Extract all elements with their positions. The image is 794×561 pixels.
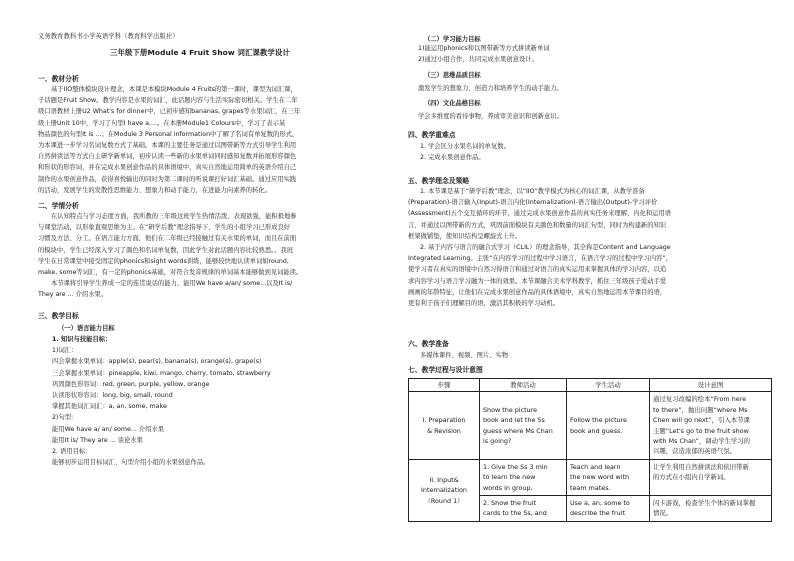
paragraph-line: 本节课将引导学生养成一定的连贯说话的能力，能用We have a/an/ some...以及It is/ bbox=[51, 280, 293, 288]
cell-line: Show the picture bbox=[483, 405, 538, 414]
thinking-quality-text: 激发学生的想象力、创造力和培养学生的动手能力。 bbox=[418, 85, 563, 92]
paragraph-line: 制作的水果创意作品，获得喜悦输出的同时为第二课时的听说课打好词汇基础。通过应用实践 bbox=[38, 175, 297, 183]
subheading-language-ability: （一）语言能力目标 bbox=[58, 325, 115, 332]
step-line: （Round 1） bbox=[424, 496, 464, 505]
cell-line: book and let the Ss bbox=[483, 416, 545, 425]
philosophy-line: 框架做铺垫，使知识结构呈螺旋式上升。 bbox=[408, 232, 522, 240]
cell-line: is going? bbox=[483, 437, 512, 446]
table-row bbox=[409, 459, 772, 495]
teacher-cell bbox=[480, 459, 567, 495]
philosophy-line: (Assessment)五个交互循环的环节，通过完成水果创意作品的真实任务来理解、内化和运用语 bbox=[408, 210, 672, 218]
cell-line: cards to the Ss, and bbox=[483, 509, 547, 518]
intent-cell bbox=[650, 392, 772, 459]
paragraph-line: 习惯及方法、分工。在语言能力方面，他们在二年级已经接触过有关水果的单词，而且在前面 bbox=[38, 235, 297, 243]
cell-line: with Ms Chan”，调动学生学习的 bbox=[653, 437, 751, 446]
paragraph-line: 为本课进一步学习名词复数方式了基础。本课的主要任务是通过以图带新等方式引导学生利用 bbox=[38, 142, 297, 150]
section-heading-philosophy: 五、教学理念及策略 bbox=[408, 177, 470, 185]
cultural-character-text: 学会多维度的看待事物，养成审美意识和创新意识。 bbox=[418, 113, 563, 120]
page-title: 三年级下册Module 4 Fruit Show 词汇课教学设计 bbox=[110, 48, 290, 57]
cell-line: 让学生利用自然拼读法和依旧带新 bbox=[653, 462, 749, 471]
pattern-line: 能用It is/ They are ... 谈论水果 bbox=[52, 436, 143, 444]
step-line: II. Input& bbox=[429, 475, 459, 484]
section-heading-objectives: 三、教学目标 bbox=[38, 312, 79, 320]
philosophy-line: (Preparation)-语言输入(Input)-语言内化(Internalization)-语言输出(Output)-学习评价 bbox=[408, 199, 658, 207]
paragraph-line: 和形状的形容词，并在完成水果创意作品的具体语境中，真实自然地运用简单的英语介绍自己 bbox=[38, 164, 297, 172]
cell-line: to there”，抛出问题“where Ms bbox=[653, 405, 748, 414]
cell-line: 的方式在小组内自学新词。 bbox=[653, 473, 730, 482]
step-line: I. Preparation bbox=[422, 416, 466, 425]
philosophy-line: 言，并通过以图带新的方式，巩固前面模块有关颜色和数量的词汇句型，同时为构建新的知识 bbox=[408, 221, 667, 229]
cell-line: the new word with bbox=[570, 473, 630, 482]
table-row bbox=[409, 392, 772, 459]
cell-line: 通过复习改编的绘本“From here bbox=[653, 395, 747, 404]
paragraph-line: 基于IIO整体模块设计理念，本课是本模块Module 4 Fruits的第一课时，课型为词汇课， bbox=[51, 86, 297, 93]
objective-pattern-label: 2)句型: bbox=[52, 414, 74, 422]
cell-line: 闪卡游戏，检查学生个体的新词掌握 bbox=[653, 499, 756, 508]
table-header-cell: 教师活动 bbox=[480, 379, 567, 392]
table-header-cell: 步骤 bbox=[409, 379, 480, 392]
paragraph-line: 物品颜色的句型It is ...；在Module 3 Personal information中了解了名词有单复数的形式， bbox=[38, 130, 299, 138]
step-line: & Revision bbox=[427, 426, 461, 435]
key-point-item: 2. 完成水果创意作品。 bbox=[420, 154, 485, 162]
philosophy-line: 画画的年龄特征，让他们在完成水果创意作品的具体语境中，真实自然地运用本节课目的语， bbox=[408, 288, 667, 296]
philosophy-line: 更有利于孩子们理解目的语，激活其积极的学习动机。 bbox=[408, 300, 560, 308]
student-cell bbox=[567, 392, 650, 459]
teacher-cell bbox=[480, 392, 567, 459]
paragraph-line: 级上册Unit 10中，学习了句型I have a....。在本册Module1 Colours中，学习了表示某 bbox=[38, 119, 286, 127]
paragraph-line: 级口语教材上册U2 What's for dinner中，已初步感知bananas, grapes等水果词汇，在三年 bbox=[38, 108, 301, 116]
cell-line: Use a, an, some to bbox=[570, 499, 630, 508]
philosophy-block bbox=[408, 186, 672, 309]
cell-line: Chen will go next”，引入本节课 bbox=[653, 416, 750, 425]
cell-line: 情况。 bbox=[653, 509, 673, 518]
teaching-process-table bbox=[408, 378, 772, 522]
intent-cell bbox=[650, 496, 772, 522]
pragmatic-line: 能够初步运用目标词汇、句型介绍小组的水果创意作品。 bbox=[52, 459, 210, 467]
student-cell bbox=[567, 459, 650, 495]
cell-line: 兴趣，营造浓郁的英语气氛。 bbox=[653, 447, 737, 456]
paragraph-line: 子话题是Fruit Show。教学内容是水果的词汇，此话题内容与生活实际密切相关。学生在二年 bbox=[38, 97, 298, 105]
philosophy-line: 使学习者在真实的语境中自然习得语言和通过对语言的真实运用来掌握具体的学习内容，以追 bbox=[408, 266, 667, 274]
table-header-row bbox=[409, 379, 772, 392]
objective-pragmatic-heading: 2. 语用目标： bbox=[52, 448, 92, 456]
cell-line: 1. Give the Ss 3 min bbox=[483, 462, 548, 471]
section-heading-process: 七、教学过程与设计意图 bbox=[408, 366, 483, 374]
preparation-text: 多媒体课件、视频、图片、实物 bbox=[420, 352, 509, 359]
section-heading-learner-analysis: 二、学情分析 bbox=[38, 202, 79, 210]
philosophy-line: 1. 本节课是基于“研学后教”理念，以“IIO”教学模式为核心的词汇课，从教学准备 bbox=[420, 188, 645, 195]
cell-line: 2. Show the fruit bbox=[483, 499, 537, 508]
subheading-cultural-character: （四）文化品格目标 bbox=[424, 100, 481, 107]
objective-vocab-label: 1)词汇： bbox=[52, 347, 78, 355]
paragraph-line: They are ... 介绍水果。 bbox=[38, 291, 108, 299]
paragraph-line: make, some等词汇，有一定的phonics基础，对符合发音规律的单词基本能够做到见词能读。 bbox=[38, 269, 303, 277]
paragraph-line: 的模块中，学生已经深入学习了颜色和名词单复数，因此学生对此话题内容比较熟悉。。我班 bbox=[38, 246, 294, 254]
cell-line: team mates. bbox=[570, 483, 611, 492]
cell-line: 主题“Let's go to the fruit show bbox=[653, 426, 749, 435]
learning-ability-block bbox=[418, 43, 550, 65]
vocab-line: 认读形状形容词：long, big, small, round bbox=[52, 392, 173, 400]
step-line: Internalization bbox=[421, 486, 467, 495]
intent-cell bbox=[650, 459, 772, 495]
step-cell bbox=[409, 392, 480, 459]
section-heading-key-points: 四、教学重难点 bbox=[408, 131, 456, 139]
learning-ability-line: 2)通过小组合作，共同完成水果创意设计。 bbox=[418, 56, 538, 64]
key-point-item: 1. 学会区分水果名词的单复数。 bbox=[420, 143, 510, 150]
paragraph-line: 的活动，发展学生的发散性思维能力、想象力和动手能力，在进能力向素养的转化。 bbox=[38, 186, 271, 194]
learning-ability-line: 1)能运用phonics和以图带新等方式拼读新单词 bbox=[418, 45, 550, 52]
table-header-cell: 学生活动 bbox=[567, 379, 650, 392]
vocab-line: 三会掌握水果单词：pineapple, kiwi, mango, cherry, tomato, strawberry bbox=[52, 369, 271, 377]
student-cell bbox=[567, 496, 650, 522]
section-heading-preparation: 六、教学准备 bbox=[408, 340, 449, 348]
cell-line: guess where Ms Chan bbox=[483, 426, 553, 435]
vocab-line: 四会掌握水果单词：apple(s), pear(s), banana(s), orange(s), grape(s) bbox=[52, 358, 262, 366]
textbook-analysis-paragraph bbox=[38, 84, 300, 196]
philosophy-line: 2. 基于内容与语言的融合式学习（CLIL）的理念指导，其全称是Content and Language bbox=[420, 244, 671, 252]
paragraph-line: 与课堂活动，以形象直观思维为主。在“研学后教”理念指导下，学生的小组学习已形成良好 bbox=[38, 224, 291, 232]
cell-line: book and guess. bbox=[570, 426, 623, 435]
paragraph-line: 学生在日常课堂中接受固定的phonics和sight words训练，能够较快地认读单词如round, bbox=[38, 257, 289, 265]
objective-knowledge-heading: 1. 知识与技能目标： bbox=[52, 336, 112, 343]
table-header-cell: 设计意图 bbox=[650, 379, 772, 392]
cell-line: describe the fruit bbox=[570, 509, 625, 518]
publisher-line: 义务教育教科书小学英语学科（教育科学出版社） bbox=[38, 32, 179, 40]
paragraph-line: 自然拼读法等方式自主研学新单词，初步认读一些新的水果单词同时感知复数并拓展形容颜色 bbox=[38, 153, 297, 161]
vocab-line: 掌握其他词汇词汇：a, an, some, make bbox=[52, 403, 167, 411]
teacher-cell bbox=[480, 496, 567, 522]
cell-line: to learn the new bbox=[483, 473, 536, 482]
step-cell bbox=[409, 459, 480, 521]
key-points-list bbox=[420, 141, 510, 163]
pattern-line: 能用We have a/ an/ some... 介绍水果 bbox=[52, 425, 165, 433]
cell-line: Follow the picture bbox=[570, 416, 627, 425]
cell-line: words in group. bbox=[483, 483, 533, 492]
philosophy-line: Integrated Learning。主张“在内容学习的过程中学习语言，在语言学习的过程中学习内容”， bbox=[408, 255, 673, 263]
learner-analysis-paragraph bbox=[38, 211, 302, 301]
philosophy-line: 求内容学习与语言学习融为一体的效果。本节课融合美术学科教学，抓住三年级孩子爱动手爱 bbox=[408, 277, 667, 285]
subheading-thinking-quality: （三）思维品质目标 bbox=[424, 72, 481, 79]
vocab-line: 巩固颜色形容词：red, green, purple, yellow, orange bbox=[52, 380, 210, 388]
objectives-block bbox=[52, 334, 271, 468]
subheading-learning-ability: （二）学习能力目标 bbox=[424, 36, 481, 43]
cell-line: Teach and learn bbox=[570, 462, 621, 471]
section-heading-textbook-analysis: 一、教材分析 bbox=[38, 75, 79, 83]
paragraph-line: 在认知特点与学习态度方面，我所教的三年级这班学生热情活泼、表现欲强，能积极地参 bbox=[51, 213, 297, 220]
